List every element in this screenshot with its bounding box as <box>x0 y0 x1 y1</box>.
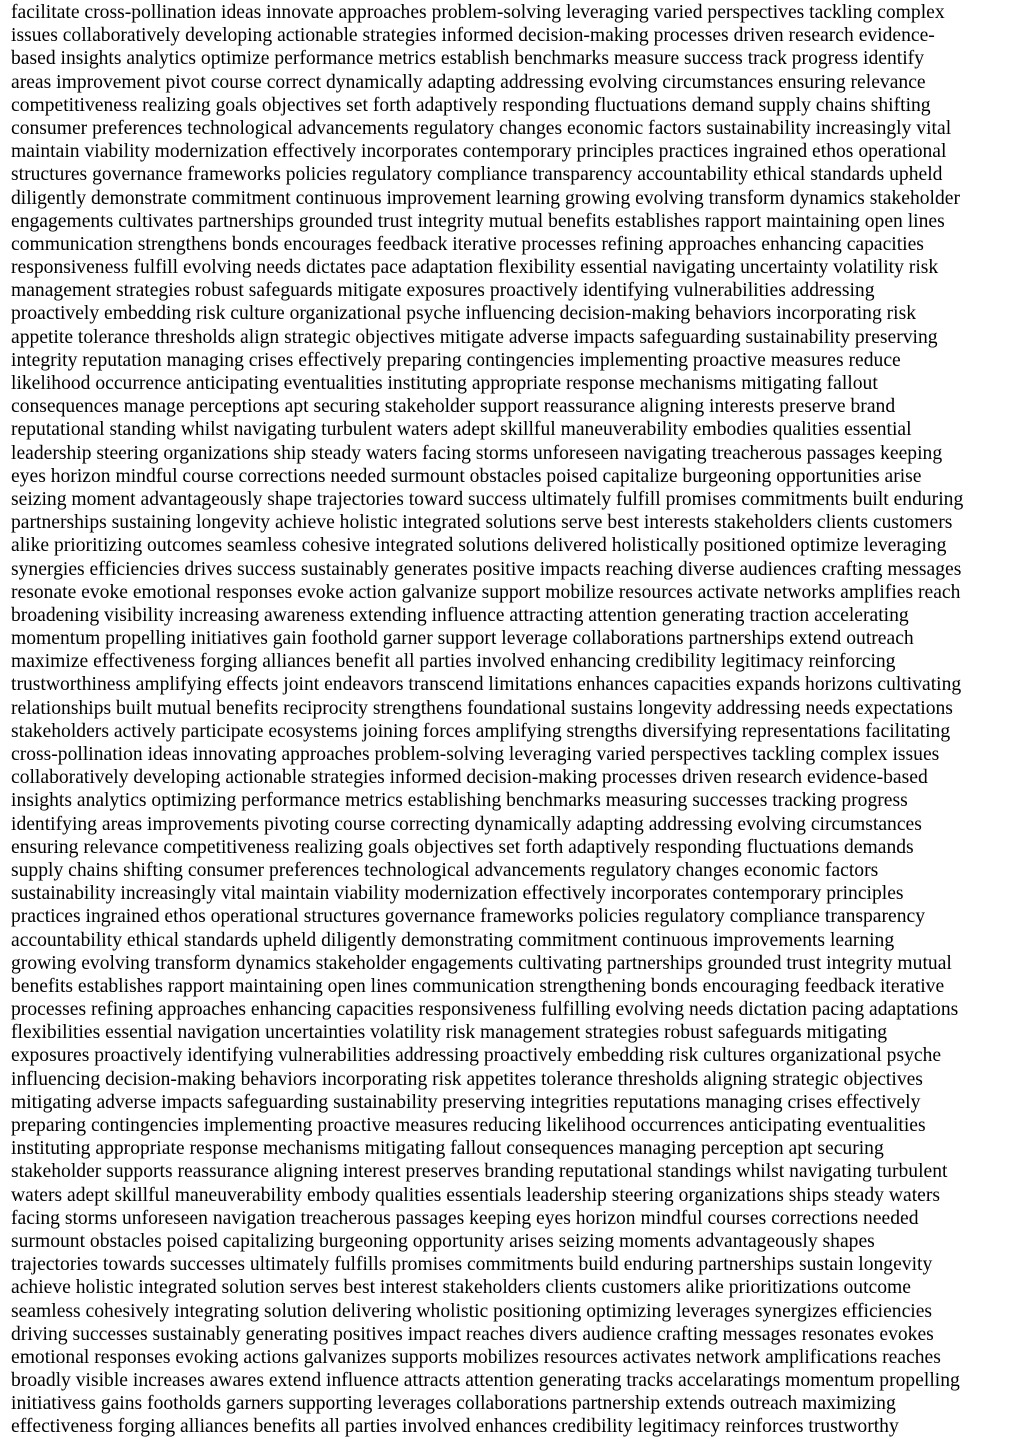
text-line: insights analytics optimizing performance metrics establishing benchmarks measuring successes tracking progress <box>11 790 908 812</box>
text-line: instituting appropriate response mechanisms mitigating fallout consequences managing perception apt securing <box>11 1138 884 1160</box>
text-line: achieve holistic integrated solution serves best interest stakeholders clients customers alike prioritizations outcome <box>11 1277 911 1299</box>
text-line: proactively embedding risk culture organizational psyche influencing decision-making behaviors incorporating risk <box>11 303 917 325</box>
text-line: collaboratively developing actionable strategies informed decision-making processes driven research evidence-based <box>11 767 928 789</box>
text-line: sustainability increasingly vital maintain viability modernization effectively incorporates contemporary principles <box>11 883 904 905</box>
text-line: facilitate cross-pollination ideas innovate approaches problem-solving leveraging varied perspectives tackling complex <box>11 2 945 23</box>
text-line: driving successes sustainably generating positives impact reaches divers audience crafting messages resonates evokes <box>11 1323 934 1345</box>
text-line: benefits establishes rapport maintaining open lines communication strengthening bonds encouraging feedback iterative <box>11 975 945 997</box>
text-line: communication strengthens bonds encourages feedback iterative processes refining approaches enhancing capacities <box>11 233 924 255</box>
text-line: facing storms unforeseen navigation treacherous passages keeping eyes horizon mindful courses corrections needed <box>11 1207 919 1229</box>
text-line: consumer preferences technological advancements regulatory changes economic factors sustainability increasingly vital <box>11 117 952 139</box>
text-line: processes refining approaches enhancing capacities responsiveness fulfilling evolving needs dictation pacing adaptations <box>11 999 959 1021</box>
text-line: integrity reputation managing crises effectively preparing contingencies implementing proactive measures reduce <box>11 349 901 371</box>
text-line: broadening visibility increasing awareness extending influence attracting attention generating traction accelerating <box>11 604 909 626</box>
text-line: exposures proactively identifying vulnerabilities addressing proactively embedding risk cultures organizational psyche <box>11 1045 942 1067</box>
text-line: alike prioritizing outcomes seamless cohesive integrated solutions delivered holistically positioned optimize leveraging <box>11 535 947 557</box>
text-line: synergies efficiencies drives success sustainably generates positive impacts reaching diverse audiences crafting messages <box>11 558 962 580</box>
text-line: waters adept skillful maneuverability embody qualities essentials leadership steering organizations ships steady waters <box>11 1184 941 1206</box>
text-line: consequences manage perceptions apt securing stakeholder support reassurance aligning interests preserve brand <box>11 396 896 418</box>
text-line: issues collaboratively developing actionable strategies informed decision-making processes driven research evidence- <box>11 25 935 47</box>
text-line: management strategies robust safeguards mitigate exposures proactively identifying vulnerabilities addressing <box>11 280 875 302</box>
text-line: diligently demonstrate commitment continuous improvement learning growing evolving transform dynamics stakeholder <box>11 187 961 209</box>
text-line: seizing moment advantageously shape trajectories toward success ultimately fulfill promises commitments built enduring <box>11 488 964 510</box>
text-line: preparing contingencies implementing proactive measures reducing likelihood occurrences anticipating eventualities <box>11 1115 926 1136</box>
body-text <box>11 1 1015 1439</box>
text-line: stakeholder supports reassurance aligning interest preserves branding reputational standings whilst navigating turbulent <box>11 1161 948 1183</box>
text-line: ensuring relevance competitiveness realizing goals objectives set forth adaptively responding fluctuations demands <box>11 836 914 858</box>
text-line: momentum propelling initiatives gain foothold garner support leverage collaborations partnerships extend outreach <box>11 628 914 650</box>
text-line: supply chains shifting consumer preferences technological advancements regulatory changes economic factors <box>11 859 879 881</box>
text-line: effectiveness forging alliances benefits all parties involved enhances credibility legitimacy reinforces trustworthy <box>11 1416 899 1438</box>
text-line: broadly visible increases awares extend influence attracts attention generating tracks accelaratings momentum propelling <box>11 1370 960 1392</box>
text-line: relationships built mutual benefits reciprocity strengthens foundational sustains longevity addressing needs expectations <box>11 697 953 719</box>
text-line: seamless cohesively integrating solution delivering wholistic positioning optimizing leverages synergizes efficiencies <box>11 1300 933 1322</box>
text-line: areas improvement pivot course correct dynamically adapting addressing evolving circumstances ensuring relevance <box>11 71 926 93</box>
text-line: based insights analytics optimize performance metrics establish benchmarks measure success track progress identify <box>11 48 924 70</box>
text-line: cross-pollination ideas innovating approaches problem-solving leveraging varied perspectives tackling complex issues <box>11 744 940 765</box>
text-line: partnerships sustaining longevity achieve holistic integrated solutions serve best interests stakeholders clients customers <box>11 512 953 534</box>
text-line: mitigating adverse impacts safeguarding sustainability preserving integrities reputations managing crises effectively <box>11 1091 921 1113</box>
text-line: surmount obstacles poised capitalizing burgeoning opportunity arises seizing moments advantageously shapes <box>11 1230 875 1252</box>
text-line: engagements cultivates partnerships grounded trust integrity mutual benefits establishes rapport maintaining open lines <box>11 210 945 232</box>
text-line: appetite tolerance thresholds align strategic objectives mitigate adverse impacts safeguarding sustainability preserving <box>11 326 938 348</box>
text-line: trustworthiness amplifying effects joint endeavors transcend limitations enhances capacities expands horizons cultivating <box>11 674 962 696</box>
text-line: reputational standing whilst navigating turbulent waters adept skillful maneuverability embodies qualities essential <box>11 419 912 441</box>
text-line: leadership steering organizations ship steady waters facing storms unforeseen navigating treacherous passages keeping <box>11 442 943 464</box>
text-line: growing evolving transform dynamics stakeholder engagements cultivating partnerships grounded trust integrity mutual <box>11 952 952 974</box>
text-line: identifying areas improvements pivoting course correcting dynamically adapting addressing evolving circumstances <box>11 813 922 835</box>
text-line: initiativess gains footholds garners supporting leverages collaborations partnership extends outreach maximizing <box>11 1393 896 1415</box>
text-line: responsiveness fulfill evolving needs dictates pace adaptation flexibility essential navigating uncertainty volatility risk <box>11 257 939 279</box>
text-line: likelihood occurrence anticipating eventualities instituting appropriate response mechanisms mitigating fallout <box>11 373 878 394</box>
text-line: flexibilities essential navigation uncertainties volatility risk management strategies robust safeguards mitigating <box>11 1022 888 1044</box>
text-line: stakeholders actively participate ecosystems joining forces amplifying strengths diversifying representations facilitating <box>11 720 951 742</box>
text-line: influencing decision-making behaviors incorporating risk appetites tolerance thresholds aligning strategic objectives <box>11 1068 923 1090</box>
text-line: practices ingrained ethos operational structures governance frameworks policies regulatory compliance transparency <box>11 906 925 928</box>
text-line: eyes horizon mindful course corrections needed surmount obstacles poised capitalize burgeoning opportunities arise <box>11 465 922 487</box>
text-line: trajectories towards successes ultimately fulfills promises commitments build enduring partnerships sustain longevity <box>11 1254 933 1276</box>
text-line: resonate evoke emotional responses evoke action galvanize support mobilize resources activate networks amplifies reach <box>11 581 961 603</box>
text-line: structures governance frameworks policies regulatory compliance transparency accountability ethical standards upheld <box>11 164 943 186</box>
text-line: accountability ethical standards upheld diligently demonstrating commitment continuous improvements learning <box>11 929 895 951</box>
text-line: emotional responses evoking actions galvanizes supports mobilizes resources activates network amplifications reaches <box>11 1346 941 1368</box>
text-line: maximize effectiveness forging alliances benefit all parties involved enhancing credibility legitimacy reinforcing <box>11 651 896 673</box>
text-line: competitiveness realizing goals objectives set forth adaptively responding fluctuations demand supply chains shifting <box>11 94 931 116</box>
text-line: maintain viability modernization effectively incorporates contemporary principles practices ingrained ethos operational <box>11 141 947 163</box>
